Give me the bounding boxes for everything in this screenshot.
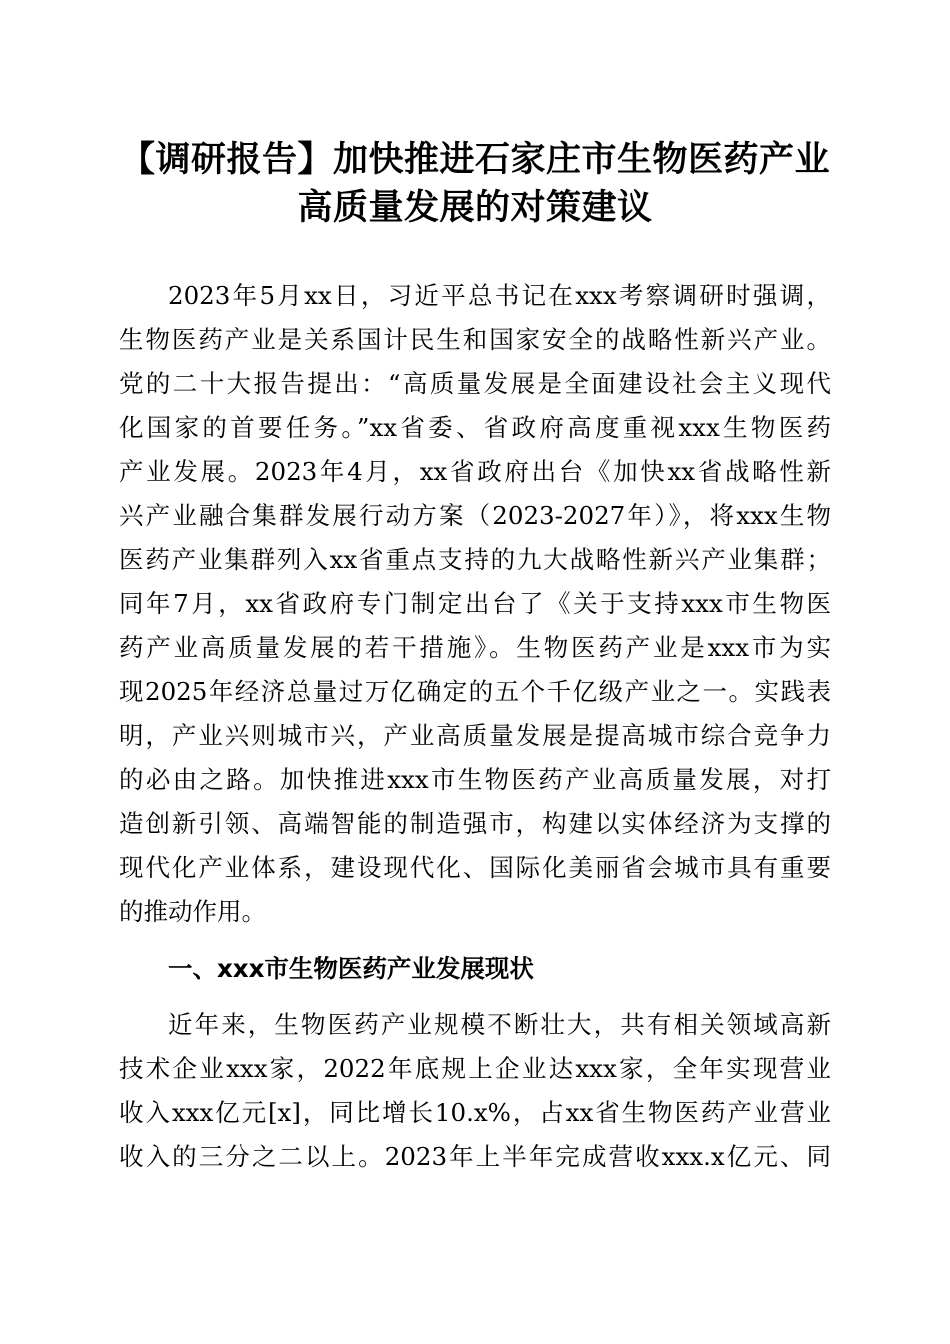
paragraph-line: 收入xxx亿元[x]，同比增长10.x%，占xx省生物医药产业营业 xyxy=(119,1098,831,1127)
paragraph-line: 产业发展。2023年4月，xx省政府出台《加快xx省战略性新 xyxy=(119,457,831,486)
paragraph-line: 药产业高质量发展的若干措施》。生物医药产业是xxx市为实 xyxy=(119,633,831,662)
document-title-line-2: 高质量发展的对策建议 xyxy=(297,188,653,228)
paragraph-line: 2023年5月xx日，习近平总书记在xxx考察调研时强调， xyxy=(168,281,831,310)
paragraph-line: 的必由之路。加快推进xxx市生物医药产业高质量发展，对打 xyxy=(119,765,831,794)
paragraph-line: 医药产业集群列入xx省重点支持的九大战略性新兴产业集群； xyxy=(119,545,831,574)
paragraph-line: 造创新引领、高端智能的制造强市，构建以实体经济为支撑的 xyxy=(119,809,831,838)
section-heading: 一、xxx市生物医药产业发展现状 xyxy=(168,954,534,983)
paragraph-line: 现2025年经济总量过万亿确定的五个千亿级产业之一。实践表 xyxy=(119,677,831,706)
paragraph-line: 现代化产业体系，建设现代化、国际化美丽省会城市具有重要 xyxy=(119,853,831,882)
document-title-line-1: 【调研报告】加快推进石家庄市生物医药产业 xyxy=(119,140,830,180)
paragraph-line: 明，产业兴则城市兴，产业高质量发展是提高城市综合竞争力 xyxy=(119,721,831,750)
paragraph-line: 同年7月，xx省政府专门制定出台了《关于支持xxx市生物医 xyxy=(119,589,831,618)
paragraph-line: 的推动作用。 xyxy=(119,897,266,926)
paragraph-line: 化国家的首要任务。”xx省委、省政府高度重视xxx生物医药 xyxy=(119,413,831,442)
paragraph-line: 党的二十大报告提出：“高质量发展是全面建设社会主义现代 xyxy=(119,369,831,398)
paragraph-line: 收入的三分之二以上。2023年上半年完成营收xxx.x亿元、同 xyxy=(119,1142,831,1171)
paragraph-line: 近年来，生物医药产业规模不断壮大，共有相关领域高新 xyxy=(168,1010,831,1039)
paragraph-line: 兴产业融合集群发展行动方案（2023-2027年）》，将xxx生物 xyxy=(119,501,831,530)
paragraph-line: 生物医药产业是关系国计民生和国家安全的战略性新兴产业。 xyxy=(119,325,831,354)
paragraph-line: 技术企业xxx家，2022年底规上企业达xxx家，全年实现营业 xyxy=(119,1054,831,1083)
